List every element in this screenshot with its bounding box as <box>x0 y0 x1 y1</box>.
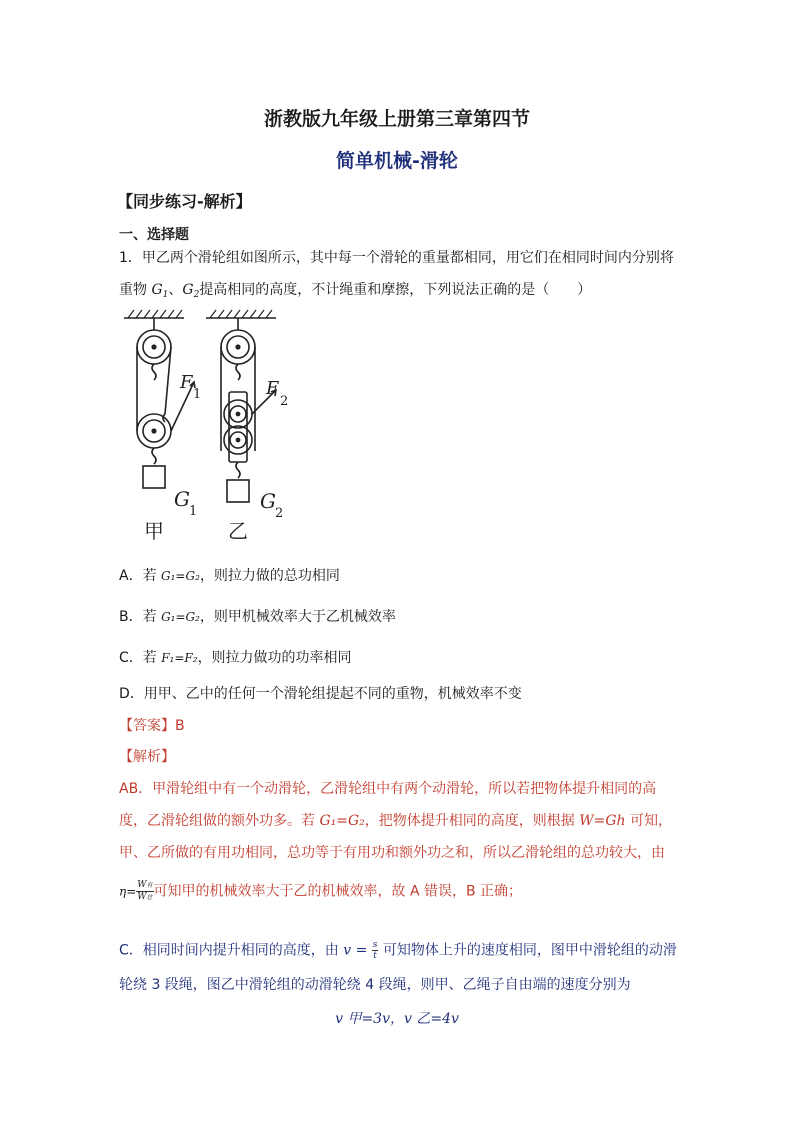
option-b-prefix: B．若 <box>119 609 162 625</box>
analysis-line-2-b: ，把物体提升相同的高度，则根据 <box>364 813 580 829</box>
efficiency-symbol: η= <box>119 884 137 899</box>
f1-label-symbol: F <box>180 372 193 393</box>
answer: 【答案】B <box>119 718 185 734</box>
analysis-line-3: 甲、乙所做的有用功相同，总功等于有用功和额外功之和，所以乙滑轮组的总功较大，由 <box>119 845 665 861</box>
f2-label-symbol: F <box>266 378 279 399</box>
option-d: D．用甲、乙中的任何一个滑轮组提起不同的重物，机械效率不变 <box>119 686 522 702</box>
option-b <box>119 610 396 624</box>
useful-work-symbol: W <box>137 880 147 890</box>
analysis-g-formula: G₁=G₂ <box>319 813 365 829</box>
analysis-line-5-a: C．相同时间内提升相同的高度，由 <box>119 942 344 959</box>
analysis-line-1: AB．甲滑轮组中有一个动滑轮，乙滑轮组中有两个动滑轮，所以若把物体提升相同的高 <box>119 781 657 797</box>
g2-label-symbol: G <box>260 489 276 513</box>
f2-label-subscript: 2 <box>280 394 289 409</box>
analysis-line-2-a: 度，乙滑轮组做的额外功多。若 <box>119 813 320 829</box>
f1-label-subscript: 1 <box>193 387 202 402</box>
useful-work-subscript: 有 <box>146 882 153 889</box>
equals-sign: = <box>351 942 372 959</box>
option-c-text: ，则拉力做功的功率相同 <box>197 650 352 666</box>
document-title: 浙教版九年级上册第三章第四节 <box>263 108 530 130</box>
option-a-prefix: A．若 <box>119 568 162 584</box>
g1-subscript: 1 <box>162 290 169 300</box>
g2-subscript: 2 <box>193 290 200 300</box>
option-a-formula: G₁=G₂ <box>161 569 200 583</box>
analysis-line-4 <box>119 880 522 903</box>
section-heading: 【同步练习-解析】 <box>117 192 252 211</box>
efficiency-fraction <box>136 880 153 903</box>
distance-symbol: s <box>372 940 378 950</box>
g2-label-subscript: 2 <box>275 506 284 521</box>
g1-label-symbol: G <box>174 487 190 511</box>
work-formula: W=Gh <box>579 813 626 829</box>
question-text-a: 重物 <box>119 282 152 298</box>
separator: 、 <box>168 282 183 298</box>
time-symbol: t <box>373 951 377 961</box>
figure-label-yi: 乙 <box>228 519 248 543</box>
total-work-subscript: 总 <box>146 894 153 901</box>
g1-symbol: G <box>151 282 163 298</box>
g2-symbol: G <box>182 282 194 298</box>
g1-label-subscript: 1 <box>189 504 198 519</box>
velocity-symbol: v <box>343 942 352 959</box>
pulley-figure <box>118 306 308 546</box>
option-b-text: ，则甲机械效率大于乙机械效率 <box>199 609 396 625</box>
analysis-heading: 【解析】 <box>119 749 175 765</box>
question-line-1: 1．甲乙两个滑轮组如图所示，其中每一个滑轮的重量都相同，用它们在相同时间内分别将 <box>119 250 674 266</box>
option-a-text: ，则拉力做的总功相同 <box>199 568 340 584</box>
part-heading: 一、选择题 <box>119 227 189 243</box>
question-text-b: 提高相同的高度，不计绳重和摩擦，下列说法正确的是（ ） <box>199 282 592 298</box>
option-c <box>119 651 352 665</box>
analysis-line-2 <box>119 814 672 828</box>
document-subtitle: 简单机械-滑轮 <box>336 150 458 172</box>
option-c-prefix: C．若 <box>119 650 162 666</box>
option-b-formula: G₁=G₂ <box>161 610 200 624</box>
analysis-line-4-text: 可知甲的机械效率大于乙的机械效率，故 A 错误，B 正确； <box>153 883 523 900</box>
option-c-formula: F₁=F₂ <box>161 651 198 665</box>
option-a <box>119 569 340 583</box>
analysis-line-5 <box>119 940 677 961</box>
figure-label-jia: 甲 <box>144 519 164 543</box>
analysis-line-6: 轮绕 3 段绳，图乙中滑轮组的动滑轮绕 4 段绳，则甲、乙绳子自由端的速度分别为 <box>119 977 631 993</box>
question-line-2 <box>119 283 591 300</box>
analysis-line-2-c: 可知， <box>625 813 673 829</box>
analysis-line-5-b: 可知物体上升的速度相同，图甲中滑轮组的动滑 <box>378 942 677 959</box>
velocity-result: v 甲=3v，v 乙=4v <box>335 1011 459 1027</box>
total-work-symbol: W <box>137 892 147 902</box>
